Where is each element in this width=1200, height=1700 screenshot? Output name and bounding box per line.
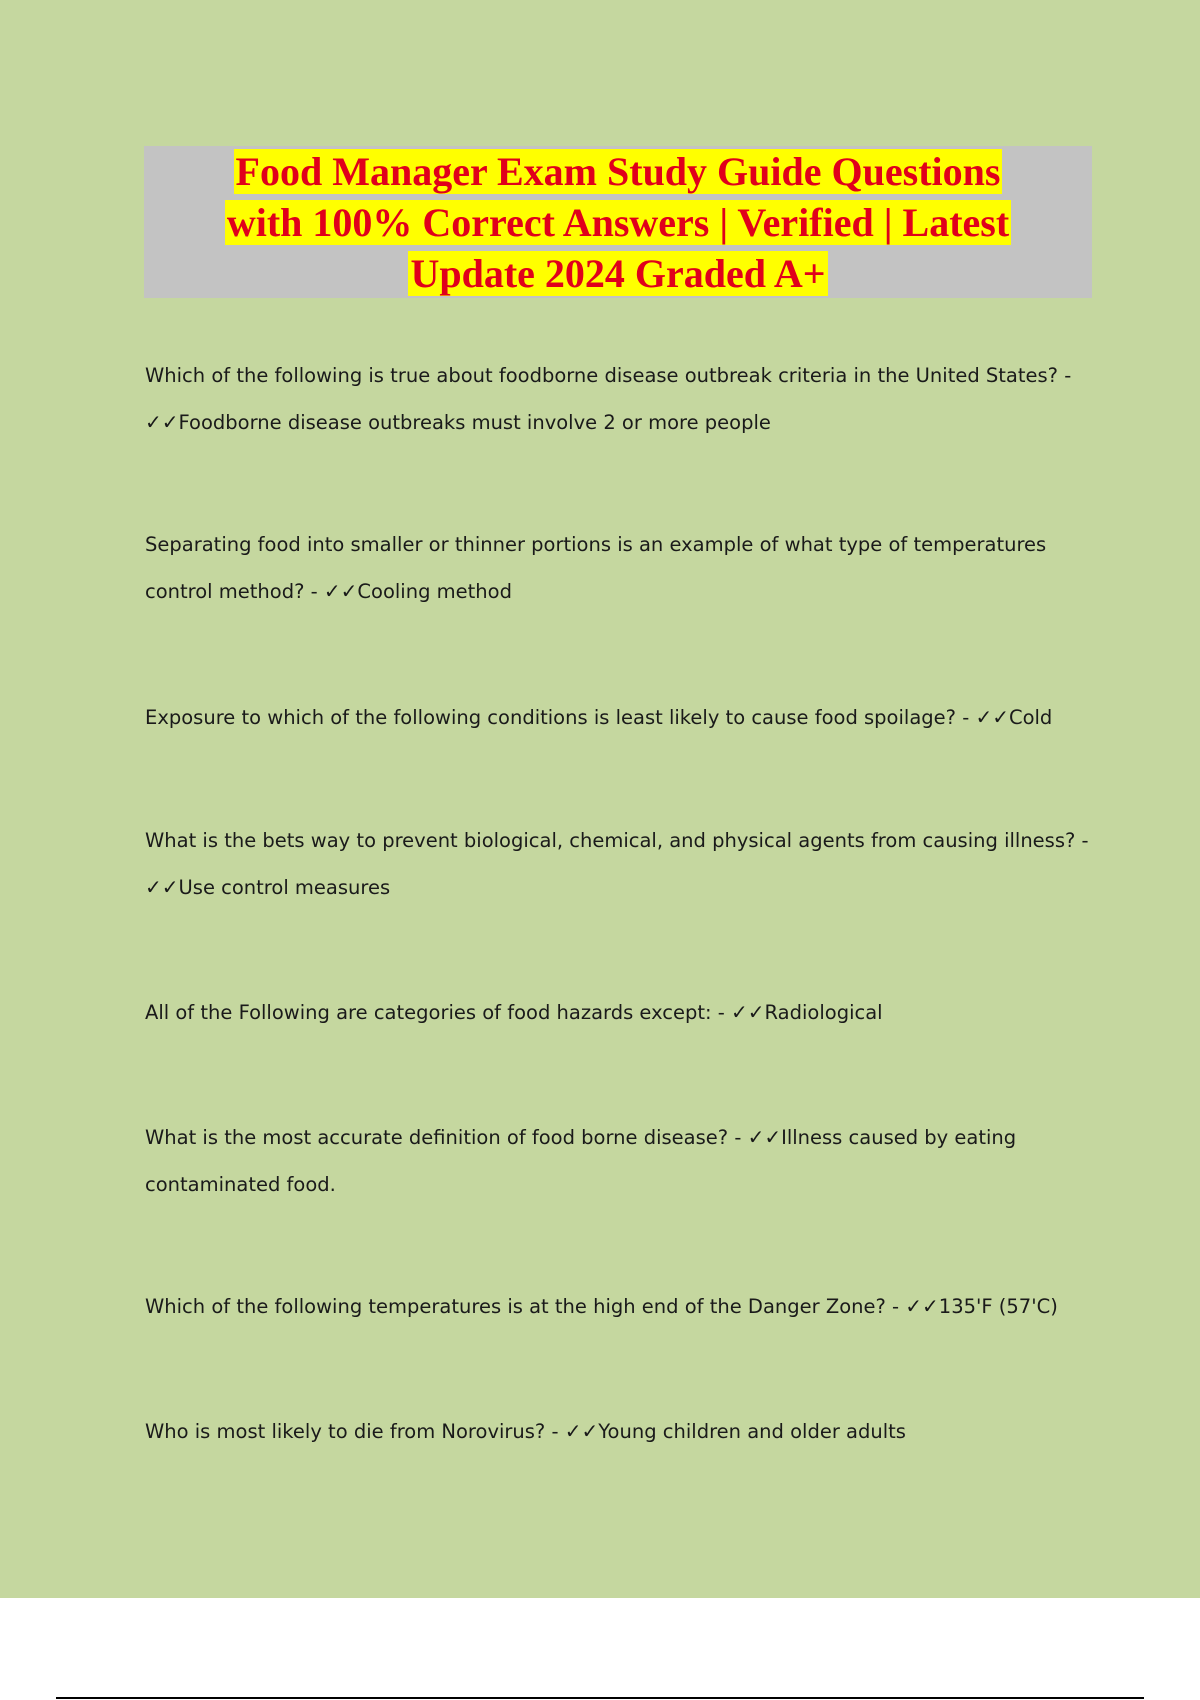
title-line-1: Food Manager Exam Study Guide Questions (235, 148, 1001, 194)
question-text: What is the most accurate definition of food borne disease? - (145, 1126, 748, 1149)
question-text: Exposure to which of the following conditions is least likely to cause food spoilage? - (145, 706, 976, 729)
qa-item-8 (145, 1408, 1095, 1455)
answer-text: Use control measures (178, 876, 391, 899)
answer-text-continued: contaminated food. (145, 1173, 336, 1196)
checkmark-icon: ✓✓ (145, 875, 179, 899)
checkmark-icon: ✓✓ (145, 410, 179, 434)
question-text: Who is most likely to die from Norovirus? - (145, 1420, 565, 1443)
checkmark-icon: ✓✓ (747, 1125, 782, 1149)
qa-item-6 (145, 1114, 1095, 1208)
answer-text: Illness caused by eating (781, 1126, 1017, 1149)
qa-item-1 (145, 352, 1095, 446)
question-answer-line (145, 1408, 1095, 1455)
qa-item-5 (145, 989, 1095, 1036)
document-title (144, 146, 1092, 299)
answer-line (145, 399, 1095, 446)
checkmark-icon: ✓✓ (564, 1419, 599, 1443)
qa-item-3 (145, 694, 1095, 741)
question-text-continued: control method? - (145, 580, 324, 603)
question-answer-line (145, 1114, 1095, 1161)
question-text: What is the bets way to prevent biological, chemical, and physical agents from causing illness? - (145, 829, 1089, 852)
answer-text: Cold (1008, 706, 1053, 729)
answer-text: 135'F (57'C) (938, 1295, 1058, 1318)
checkmark-icon: ✓✓ (905, 1294, 939, 1318)
answer-text: Foodborne disease outbreaks must involve 2 or more people (178, 411, 771, 434)
qa-item-7 (145, 1283, 1095, 1330)
footer-rule (56, 1697, 1144, 1699)
question-text: Which of the following temperatures is at the high end of the Danger Zone? - (145, 1295, 906, 1318)
answer-text: Young children and older adults (598, 1420, 906, 1443)
checkmark-icon: ✓✓ (975, 705, 1009, 729)
answer-text: Radiological (764, 1001, 883, 1024)
question-text: Which of the following is true about foodborne disease outbreak criteria in the United States? - (145, 364, 1072, 387)
answer-text: Cooling method (357, 580, 512, 603)
title-line-2: with 100% Correct Answers | Verified | Latest (226, 199, 1010, 245)
question-answer-line (145, 1283, 1095, 1330)
question-text: Separating food into smaller or thinner portions is an example of what type of temperatures (145, 533, 1047, 556)
question-answer-line (145, 989, 1095, 1036)
qa-item-2 (145, 521, 1095, 615)
title-banner (144, 146, 1092, 298)
checkmark-icon: ✓✓ (323, 579, 358, 603)
question-text: All of the Following are categories of food hazards except: - (145, 1001, 732, 1024)
qa-item-4 (145, 817, 1095, 911)
title-line-3: Update 2024 Graded A+ (410, 250, 826, 296)
question-answer-line (145, 694, 1095, 741)
question-answer-line (145, 568, 1095, 615)
answer-line (145, 864, 1095, 911)
checkmark-icon: ✓✓ (731, 1000, 765, 1024)
